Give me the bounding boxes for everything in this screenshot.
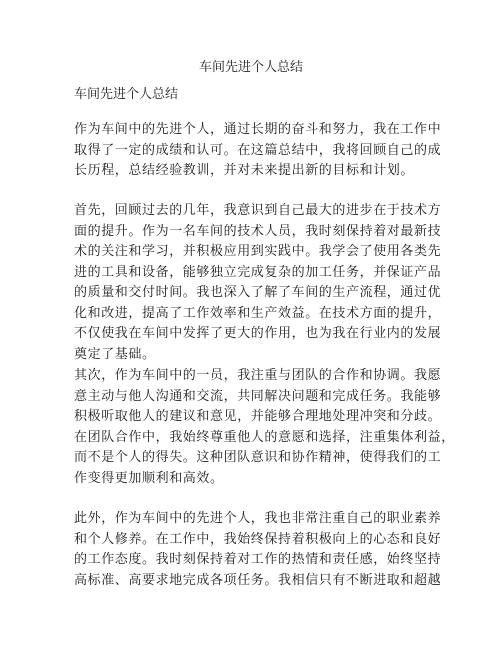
paragraph-line: 长历程，总结经验教训，并对未来提出新的目标和计划。 [74, 163, 415, 178]
paragraph-technical [74, 201, 442, 365]
document-subtitle: 车间先进个人总结 [74, 87, 179, 102]
paragraph-line: 不仅使我在车间中发挥了更大的作用，也为我在行业内的发展 [74, 326, 442, 341]
paragraph-line: 意主动与他人沟通和交流，共同解决问题和完成任务。我能够 [74, 388, 442, 404]
paragraph-line: 在团队合作中，我始终尊重他人的意愿和选择，注重集体利益， [74, 429, 455, 445]
paragraph-line: 而不是个人的得失。这种团队意识和协作精神，使得我们的工 [74, 450, 442, 465]
paragraph-line: 作变得更加顺利和高效。 [74, 470, 224, 486]
paragraph-line: 积极听取他人的建议和意见，并能够合理地处理冲突和分歧。 [74, 409, 442, 424]
document-title: 车间先进个人总结 [198, 60, 303, 75]
paragraph-professionalism [74, 509, 442, 591]
paragraph-line: 其次，作为车间中的一员，我注重与团队的合作和协调。我愿 [74, 368, 442, 383]
paragraph-intro [74, 120, 442, 182]
paragraph-line: 取得了一定的成绩和认可。在这篇总结中，我将回顾自己的成 [74, 142, 442, 158]
paragraph-line: 的工作态度。我时刻保持着对工作的热情和责任感，始终坚持 [74, 552, 442, 567]
paragraph-line: 奠定了基础。 [74, 346, 156, 362]
paragraph-line: 进的工具和设备，能够独立完成复杂的加工任务，并保证产品 [74, 264, 442, 280]
paragraph-line: 此外，作为车间中的先进个人，我也非常注重自己的职业素养 [74, 511, 442, 526]
paragraph-line: 和个人修养。在工作中，我始终保持着积极向上的心态和良好 [74, 531, 442, 547]
paragraph-line: 化和改进，提高了工作效率和生产效益。在技术方面的提升， [74, 305, 442, 321]
paragraph-line: 高标准、高要求地完成各项任务。我相信只有不断进取和超越 [74, 572, 442, 588]
paragraph-teamwork [74, 366, 455, 489]
paragraph-line: 首先，回顾过去的几年，我意识到自己最大的进步在于技术方 [74, 203, 442, 218]
paragraph-line: 术的关注和学习，并积极应用到实践中。我学会了使用各类先 [74, 244, 442, 259]
paragraph-line: 作为车间中的先进个人，通过长期的奋斗和努力，我在工作中 [74, 122, 442, 137]
paragraph-line: 面的提升。作为一名车间的技术人员，我时刻保持着对最新技 [74, 223, 442, 239]
paragraph-line: 的质量和交付时间。我也深入了解了车间的生产流程，通过优 [74, 285, 442, 300]
